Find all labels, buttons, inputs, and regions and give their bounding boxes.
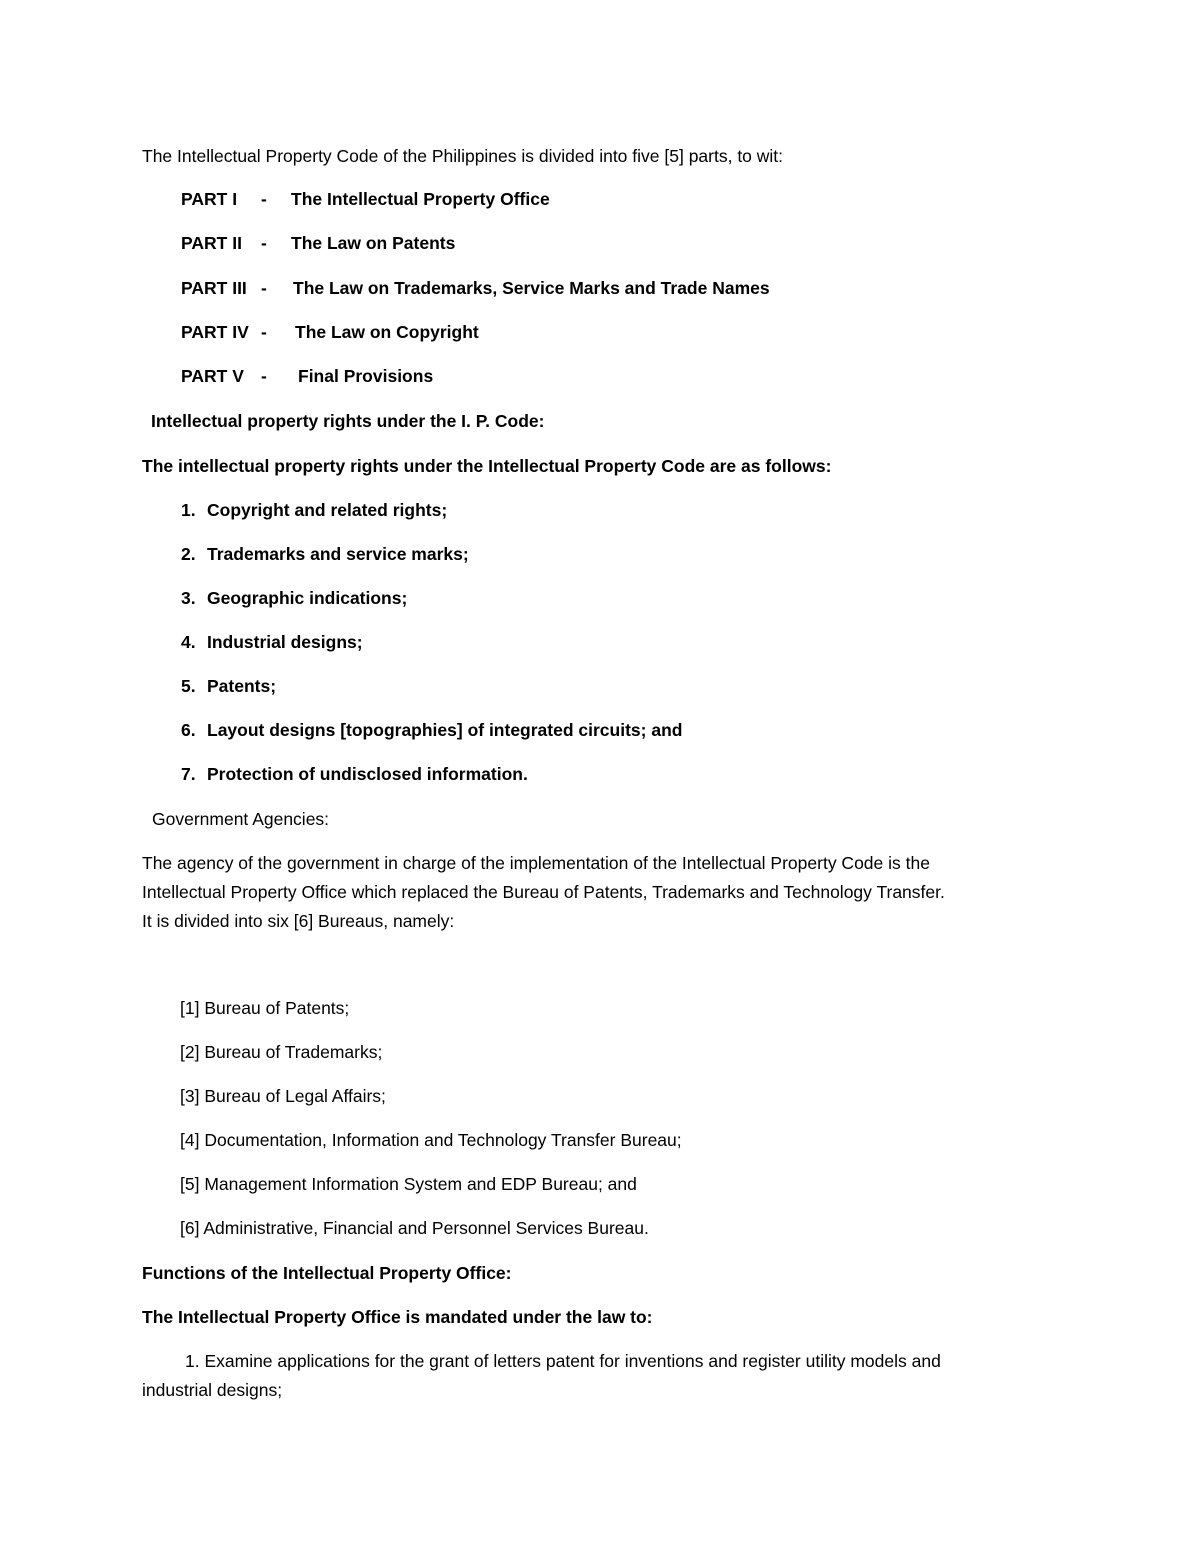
part-dash: - <box>261 322 267 342</box>
rights-heading: Intellectual property rights under the I. P. Code: <box>151 411 545 431</box>
list-number: 4. <box>181 632 196 652</box>
list-text: Geographic indications; <box>207 588 408 608</box>
functions-intro: The Intellectual Property Office is mandated under the law to: <box>142 1307 653 1327</box>
part-dash: - <box>261 233 267 253</box>
bureau-item: [5] Management Information System and EDP Bureau; and <box>180 1174 637 1194</box>
list-text: Layout designs [topographies] of integrated circuits; and <box>207 720 683 740</box>
list-number: 6. <box>181 720 196 740</box>
list-text: Patents; <box>207 676 277 696</box>
part-title: Final Provisions <box>298 366 434 386</box>
list-text: Protection of undisclosed information. <box>207 764 528 784</box>
list-item <box>181 587 407 609</box>
part-dash: - <box>261 366 267 386</box>
agencies-paragraph-line: The agency of the government in charge of the implementation of the Intellectual Property Code is the <box>142 853 930 873</box>
functions-heading: Functions of the Intellectual Property Office: <box>142 1263 512 1283</box>
list-text: Industrial designs; <box>207 632 363 652</box>
function-item-line: industrial designs; <box>142 1380 283 1400</box>
part-label: PART IV <box>181 322 249 342</box>
agencies-paragraph-line: It is divided into six [6] Bureaus, namely: <box>142 911 455 931</box>
list-item <box>181 675 276 697</box>
list-number: 2. <box>181 544 196 564</box>
part-row <box>181 366 981 388</box>
part-label: PART V <box>181 366 244 386</box>
part-title: The Law on Copyright <box>295 322 479 342</box>
part-label: PART III <box>181 278 247 298</box>
part-label: PART II <box>181 233 242 253</box>
list-number: 5. <box>181 676 196 696</box>
part-label: PART I <box>181 189 238 209</box>
bureau-item: [4] Documentation, Information and Technology Transfer Bureau; <box>180 1130 682 1150</box>
part-row <box>181 278 981 300</box>
list-number: 7. <box>181 764 196 784</box>
part-row <box>181 189 981 211</box>
bureau-item: [2] Bureau of Trademarks; <box>180 1042 383 1062</box>
list-item <box>181 631 363 653</box>
part-row <box>181 233 981 255</box>
agencies-heading: Government Agencies: <box>152 809 330 829</box>
list-item <box>181 719 682 741</box>
intro-paragraph: The Intellectual Property Code of the Philippines is divided into five [5] parts, to wit: <box>142 146 784 166</box>
part-title: The Intellectual Property Office <box>291 189 550 209</box>
agencies-paragraph-line: Intellectual Property Office which replaced the Bureau of Patents, Trademarks and Technology Transfer. <box>142 882 945 902</box>
part-title: The Law on Patents <box>291 233 456 253</box>
list-number: 1. <box>181 500 196 520</box>
list-item <box>181 499 447 521</box>
list-item <box>181 763 528 785</box>
part-title: The Law on Trademarks, Service Marks and Trade Names <box>293 278 770 298</box>
bureau-item: [3] Bureau of Legal Affairs; <box>180 1086 386 1106</box>
list-number: 3. <box>181 588 196 608</box>
list-item <box>181 543 469 565</box>
bureau-item: [1] Bureau of Patents; <box>180 998 350 1018</box>
list-text: Copyright and related rights; <box>207 500 448 520</box>
part-dash: - <box>261 189 267 209</box>
bureau-item: [6] Administrative, Financial and Personnel Services Bureau. <box>180 1218 649 1238</box>
list-text: Trademarks and service marks; <box>207 544 469 564</box>
function-item-line: 1. Examine applications for the grant of letters patent for inventions and register utility models and <box>185 1351 941 1371</box>
rights-intro: The intellectual property rights under the Intellectual Property Code are as follows: <box>142 456 832 476</box>
part-row <box>181 322 981 344</box>
part-dash: - <box>261 278 267 298</box>
